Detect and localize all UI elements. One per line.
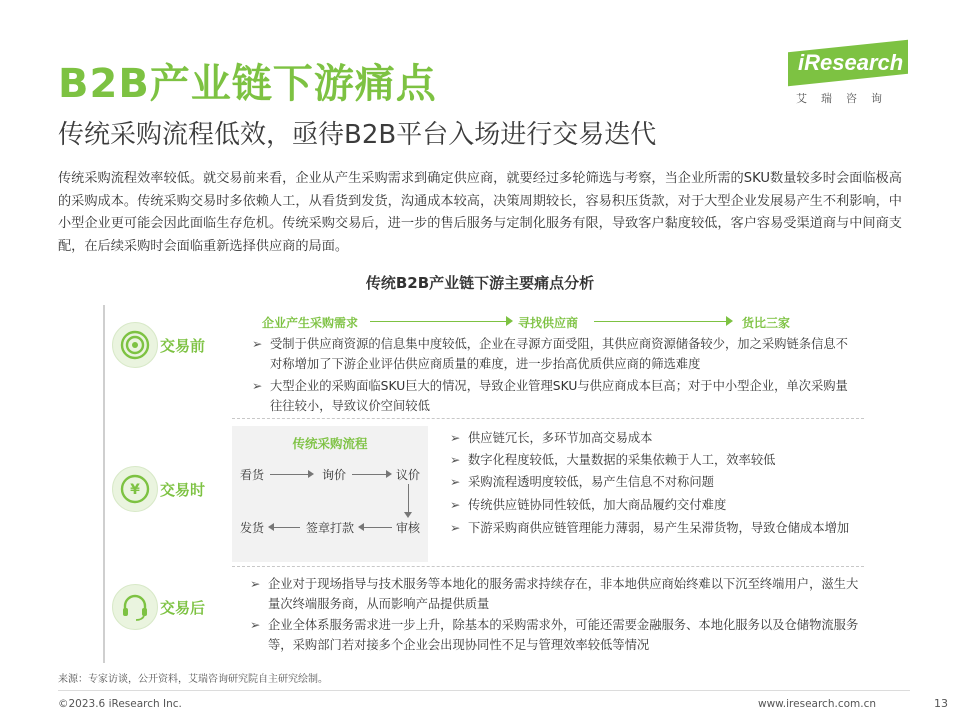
bullet-marker-icon: ➢ bbox=[450, 521, 461, 535]
bullet-before-2: ➢ 大型企业的采购面临SKU巨大的情况，导致企业管理SKU与供应商成本巨高；对于中小型企业，单次采购量往往较小，导致议价空间较低 bbox=[252, 376, 852, 416]
logo-subtext: 艾瑞咨询 bbox=[796, 92, 896, 105]
flow-arrowhead-1 bbox=[506, 316, 513, 326]
separator-2 bbox=[232, 566, 864, 567]
process-step-inquire: 询价 bbox=[322, 468, 347, 482]
stage-label-before: 交易前 bbox=[160, 337, 206, 355]
bullet-marker-icon: ➢ bbox=[450, 431, 461, 445]
arrow-down-icon bbox=[404, 512, 412, 518]
logo-text: iResearch bbox=[798, 50, 904, 75]
flow-step-3: 货比三家 bbox=[742, 316, 791, 330]
bullet-marker-icon: ➢ bbox=[450, 498, 461, 512]
headset-icon bbox=[112, 584, 158, 630]
arrow-right-icon bbox=[386, 470, 392, 478]
page-subtitle: 传统采购流程低效，亟待B2B平台入场进行交易迭代 bbox=[58, 120, 657, 150]
bullet-during-5: ➢ 下游采购商供应链管理能力薄弱，易产生呆滞货物，导致仓储成本增加 bbox=[450, 518, 860, 538]
arrow-right-icon bbox=[308, 470, 314, 478]
flow-step-2: 寻找供应商 bbox=[518, 316, 579, 330]
yuan-icon bbox=[112, 466, 158, 512]
process-step-negotiate: 议价 bbox=[396, 468, 421, 482]
process-step-review: 审核 bbox=[396, 521, 421, 535]
footer-divider bbox=[58, 690, 910, 691]
svg-text:¥: ¥ bbox=[130, 482, 140, 498]
bullet-marker-icon: ➢ bbox=[252, 379, 263, 393]
flow-arrowhead-2 bbox=[726, 316, 733, 326]
page-title: B2B产业链下游痛点 bbox=[58, 61, 437, 107]
bullet-after-2: ➢ 企业全体系服务需求进一步上升，除基本的采购需求外，可能还需要金融服务、本地化服务以及仓储物流服务等，采购部门若对接多个企业会出现协同性不足与管理效率较低等情况 bbox=[250, 615, 870, 655]
arrow-left-icon bbox=[268, 523, 274, 531]
process-step-ship: 发货 bbox=[240, 521, 265, 535]
page-number: 13 bbox=[934, 697, 948, 710]
separator-1 bbox=[232, 418, 864, 419]
process-step-sign: 签章打款 bbox=[306, 521, 355, 535]
bullet-marker-icon: ➢ bbox=[250, 577, 261, 591]
copyright: ©2023.6 iResearch Inc. bbox=[58, 698, 182, 710]
iresearch-logo bbox=[788, 46, 908, 110]
stage-label-after: 交易后 bbox=[160, 599, 206, 617]
bullet-during-4: ➢ 传统供应链协同性较低，加大商品履约交付难度 bbox=[450, 495, 870, 515]
flow-step-1: 企业产生采购需求 bbox=[262, 316, 359, 330]
source-note: 来源：专家访谈，公开资料，艾瑞咨询研究院自主研究绘制。 bbox=[58, 674, 328, 685]
bullet-marker-icon: ➢ bbox=[450, 453, 461, 467]
timeline-line bbox=[103, 305, 105, 663]
flow-arrow-line-2 bbox=[594, 321, 728, 322]
bullet-marker-icon: ➢ bbox=[252, 337, 263, 351]
bullet-before-1: ➢ 受制于供应商资源的信息集中度较低，企业在寻源方面受阻，其供应商资源储备较少，加之采购链条信息不对称增加了下游企业评估供应商质量的难度，进一步抬高优质供应商的筛选难度 bbox=[252, 334, 852, 374]
stage-label-during: 交易时 bbox=[160, 481, 206, 499]
bullet-after-1: ➢ 企业对于现场指导与技术服务等本地化的服务需求持续存在，非本地供应商始终难以下沉至终端用户，滋生大量次终端服务商，从而影响产品提供质量 bbox=[250, 574, 870, 614]
bullet-during-2: ➢ 数字化程度较低，大量数据的采集依赖于人工，效率较低 bbox=[450, 450, 870, 470]
bullet-marker-icon: ➢ bbox=[250, 618, 261, 632]
intro-paragraph: 传统采购流程效率较低。就交易前来看，企业从产生采购需求到确定供应商，就要经过多轮筛选与考察，当企业所需的SKU数量较多时会面临极高的采购成本。传统采购交易时多依赖人工，从看货到发货，沟通成本较高，决策周期较长，容易积压货款，对于大型企业发展易产生不利影响，中小型企业更可能会因此面临生存危机。传统采购交易后，进一步的售后服务与定制化服务有限，导致客户黏度较低，客户容易受渠道商与中间商支配，在后续采购时会面临重新选择供应商的局面。 bbox=[58, 171, 902, 254]
process-title: 传统采购流程 bbox=[292, 436, 368, 451]
flow-arrow-line-1 bbox=[370, 321, 508, 322]
website-link[interactable]: www.iresearch.com.cn bbox=[758, 698, 877, 710]
chart-title: 传统B2B产业链下游主要痛点分析 bbox=[365, 274, 595, 292]
target-icon bbox=[112, 322, 158, 368]
process-step-look: 看货 bbox=[240, 468, 265, 482]
bullet-during-1: ➢ 供应链冗长，多环节加高交易成本 bbox=[450, 428, 870, 448]
arrow-left-icon bbox=[358, 523, 364, 531]
bullet-during-3: ➢ 采购流程透明度较低，易产生信息不对称问题 bbox=[450, 472, 870, 492]
bullet-marker-icon: ➢ bbox=[450, 475, 461, 489]
